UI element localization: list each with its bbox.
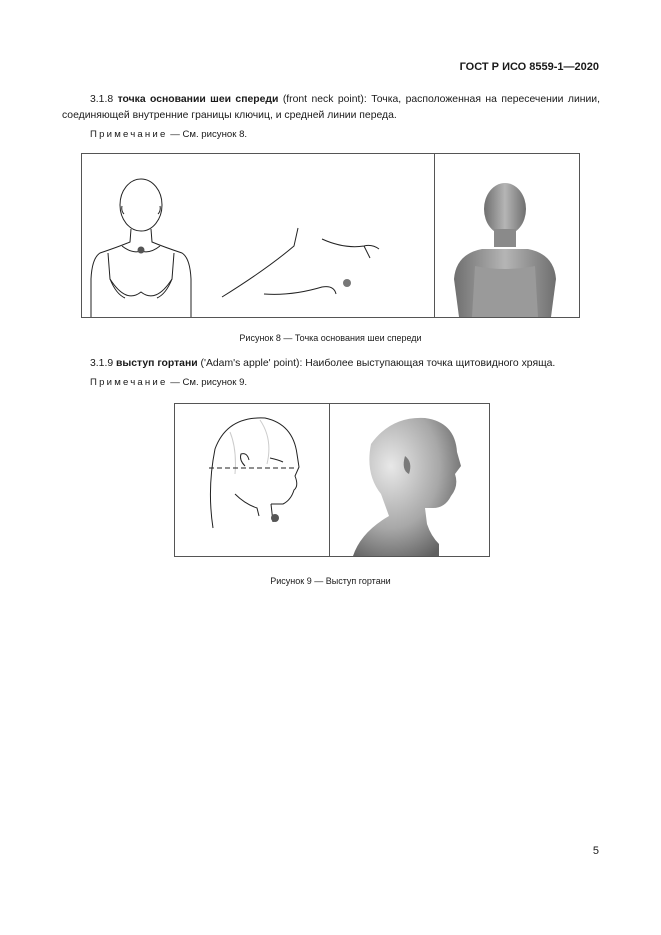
- term-name: выступ гортани: [116, 358, 198, 369]
- term-number: 3.1.9: [90, 358, 114, 369]
- front-neck-point-marker: [138, 247, 145, 254]
- adams-apple-marker: [271, 514, 279, 522]
- term-definition-3-1-9: [62, 356, 600, 372]
- head-scan-image: [353, 418, 461, 556]
- note-text: — См. рисунок 9.: [167, 377, 248, 388]
- head-profile-outline: [210, 418, 299, 528]
- term-number: 3.1.8: [90, 94, 114, 105]
- note-3-1-9: [90, 377, 247, 388]
- figure-9-caption: Рисунок 9 — Выступ гортани: [270, 576, 391, 586]
- figure-8: [81, 153, 580, 318]
- term-definition-text: : Точка, расположенная на пересечении линии, соединяющей внутренние границы ключиц, и средней линии переда.: [62, 94, 600, 121]
- figure-9-drawing: [175, 404, 489, 556]
- term-definition-text: : Наиболее выступающая точка щитовидного хряща.: [299, 358, 556, 369]
- note-label: Примечание: [90, 377, 168, 388]
- term-english: (front neck point): [282, 94, 364, 105]
- note-label: Примечание: [90, 129, 168, 140]
- note-3-1-8: [90, 129, 247, 140]
- side-neck-outline: [222, 228, 379, 297]
- term-english: ('Adam's apple' point): [200, 358, 300, 369]
- page-number: 5: [592, 845, 599, 857]
- term-name: точка основании шеи спереди: [117, 94, 279, 105]
- figure-8-caption: Рисунок 8 — Точка основания шеи спереди: [239, 333, 422, 343]
- term-definition-3-1-8: [62, 92, 600, 123]
- front-neck-point-marker-side: [343, 279, 351, 287]
- note-text: — См. рисунок 8.: [167, 129, 248, 140]
- document-header: ГОСТ Р ИСО 8559-1—2020: [459, 61, 599, 73]
- front-scan-image: [454, 183, 556, 317]
- figure-8-drawing: [82, 154, 579, 317]
- figure-9: [174, 403, 490, 557]
